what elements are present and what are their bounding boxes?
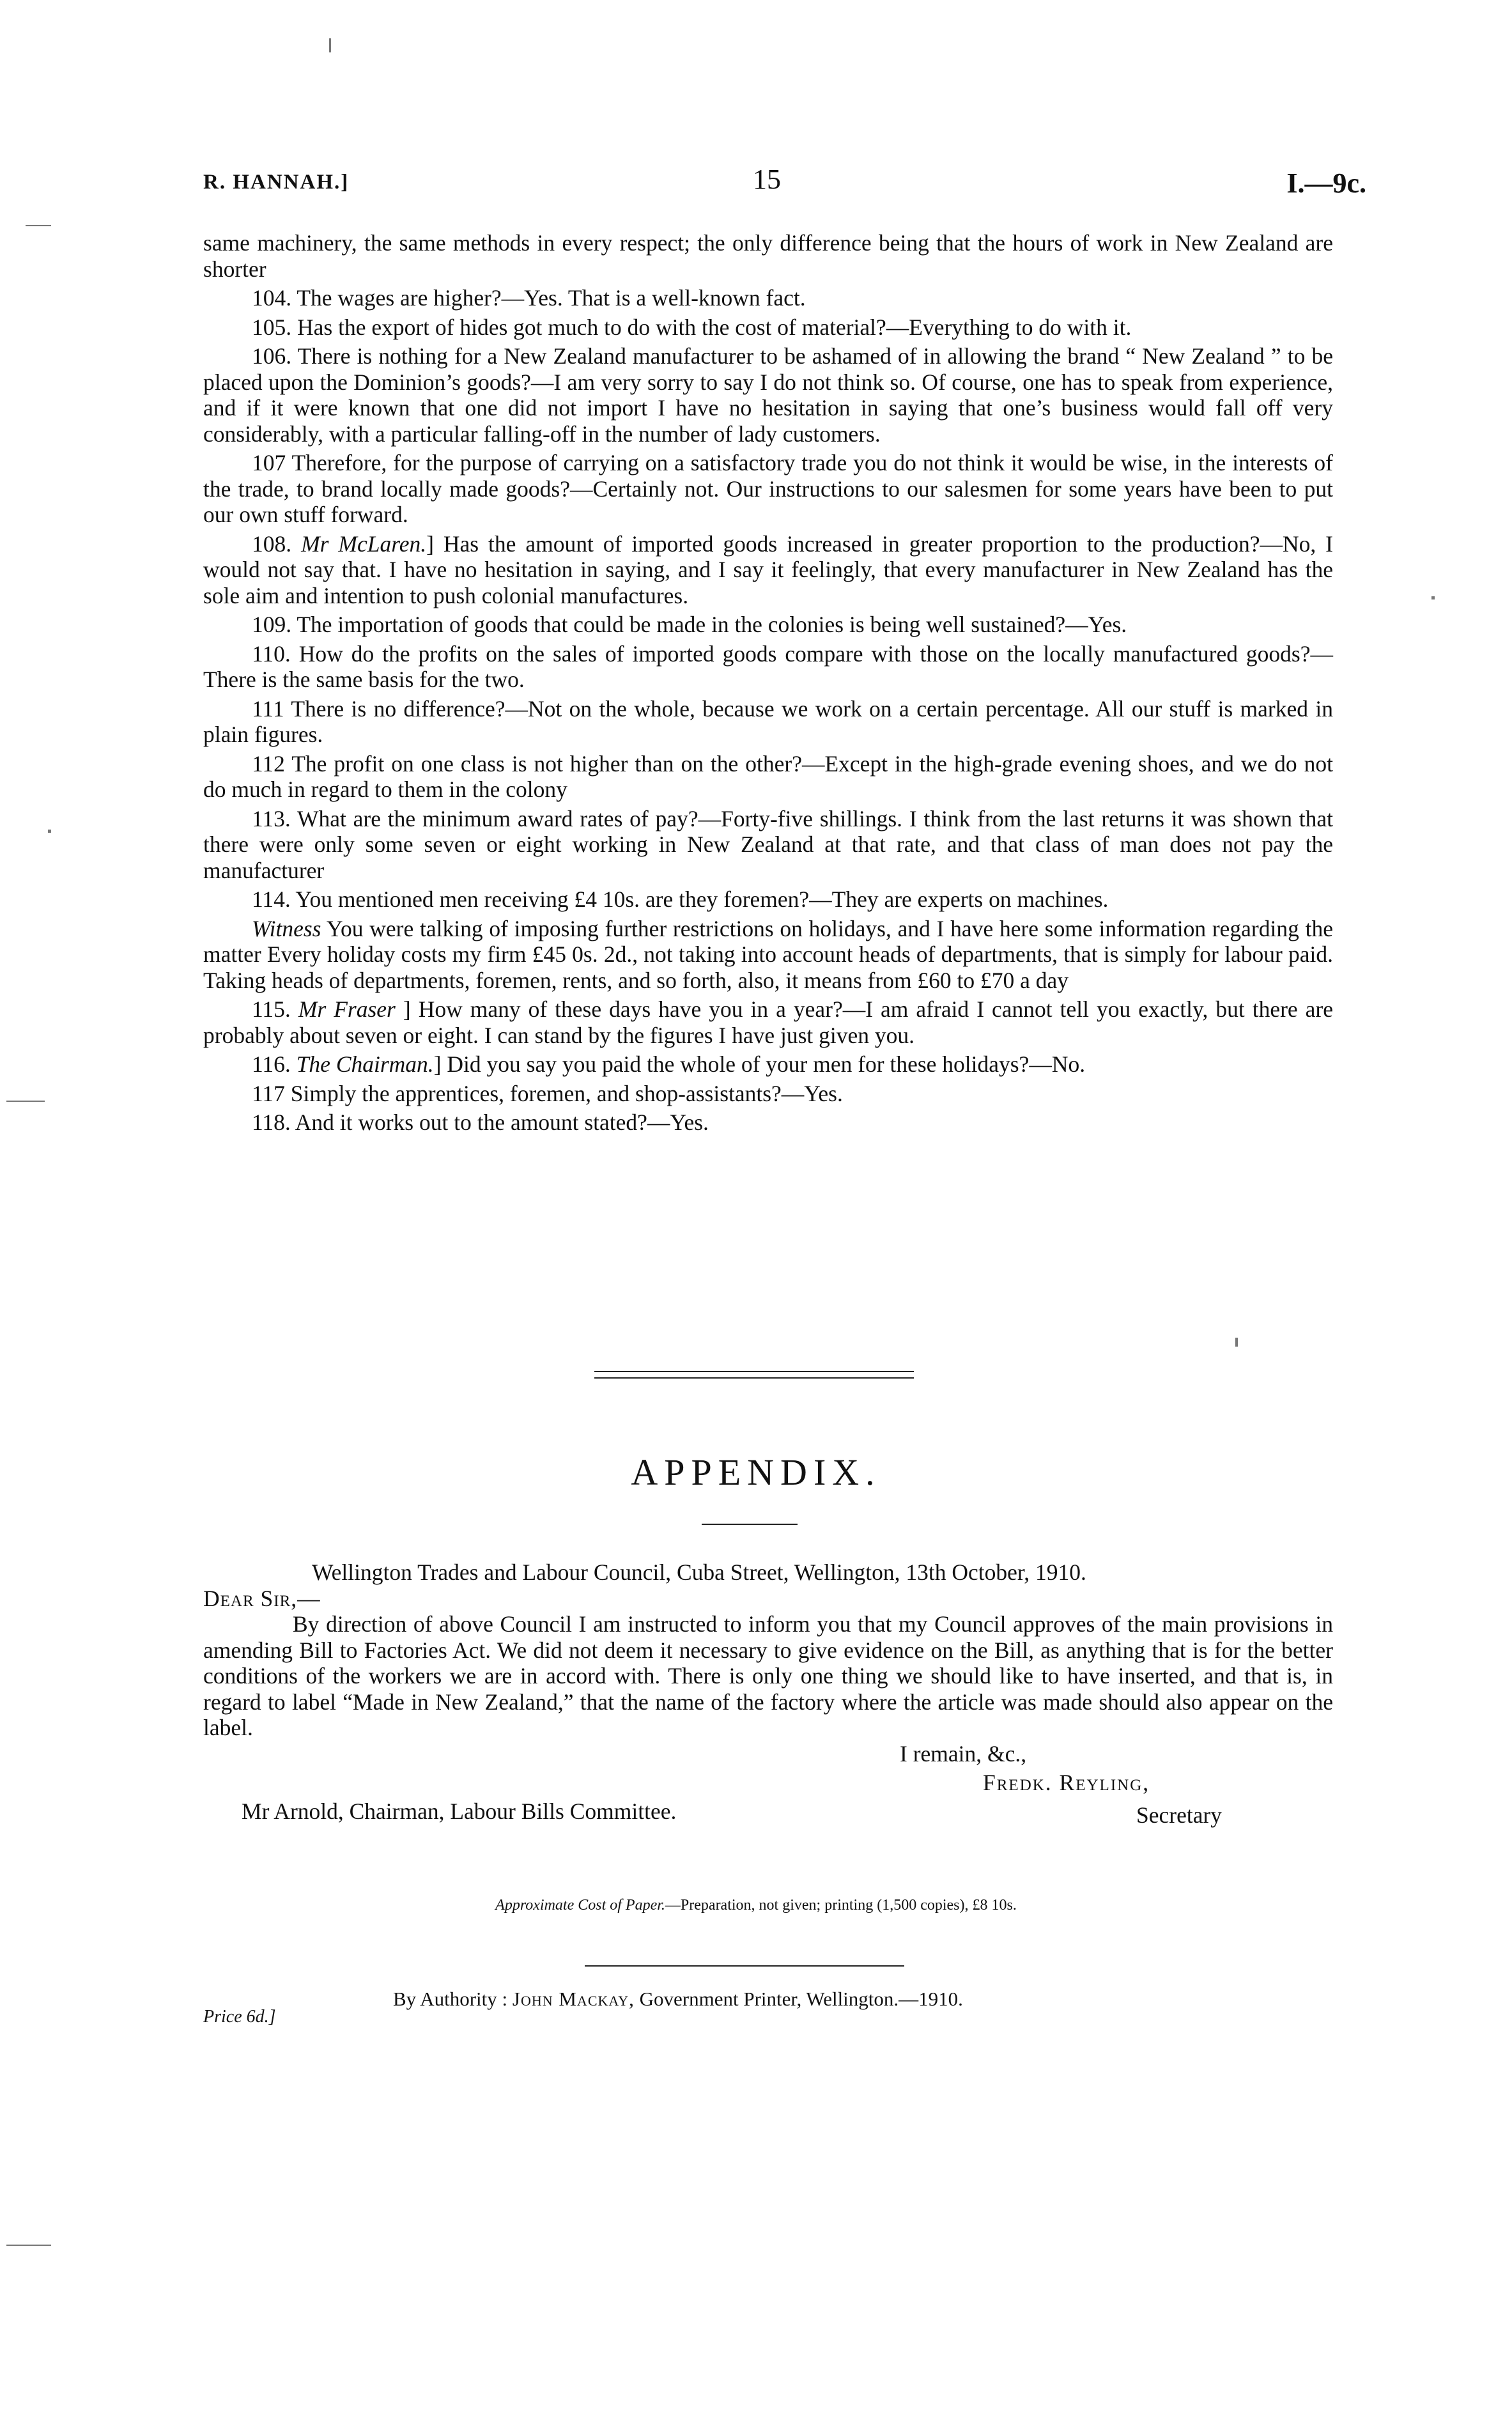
- scan-mark: [6, 2245, 51, 2246]
- speaker-name: Witness: [252, 915, 321, 941]
- witness-name-header: R. HANNAH.]: [203, 171, 350, 194]
- question-text: ] How many of these days have you in a year?—I am afraid I cannot tell you exactly, but there are probably about seven or eight. I can stand by the figures I have just given you.: [203, 996, 1333, 1048]
- cost-text: —Preparation, not given; printing (1,500 copies), £8 10s.: [665, 1897, 1017, 1914]
- scan-mark: [48, 830, 51, 833]
- evidence-paragraph: 107 Therefore, for the purpose of carrying on a satisfactory trade you do not think it would be wise, in the interests of the trade, to brand locally made goods?—Certainly not. Our instructions to our salesmen for some years have been to put our own stuff forward.: [203, 450, 1333, 527]
- evidence-paragraph: 105. Has the export of hides got much to do with the cost of material?—Everything to do with it.: [252, 314, 1132, 340]
- authority-prefix: By Authority :: [393, 1988, 508, 2010]
- evidence-paragraph: [203, 1051, 1333, 1078]
- scan-mark: [6, 1101, 45, 1102]
- price-note: Price 6d.]: [203, 2007, 276, 2027]
- letter-body: By direction of above Council I am instructed to inform you that my Council approves of the main provisions in amending Bill to Factories Act. We did not deem it necessary to give evidence on the Bill, as anything that is for the better conditions of the workers we are in accord with. There is only one thing we should like to have inserted, and that is, in regard to label “Made in New Zealand,” that the name of the factory where the article was made should also appear on the label.: [203, 1611, 1333, 1740]
- evidence-paragraph: 109. The importation of goods that could be made in the colonies is being well sustained?—Yes.: [252, 612, 1127, 637]
- appendix-title: APPENDIX.: [631, 1451, 881, 1493]
- evidence-paragraph: 110. How do the profits on the sales of imported goods compare with those on the locally manufactured goods?—There is the same basis for the two.: [203, 640, 1333, 692]
- evidence-paragraph: 112 The profit on one class is not higher than on the other?—Except in the high-grade evening shoes, and we do not do much in regard to them in the colony: [203, 750, 1333, 802]
- speaker-name: The Chairman.: [296, 1051, 434, 1077]
- evidence-paragraph: 106. There is nothing for a New Zealand manufacturer to be ashamed of in allowing the brand “ New Zealand ” to be placed upon the Dominion’s goods?—I am very sorry to say I do not think so. Of course, one has to speak from experience, and if it were known that one did not import I have no hesitation in saying that one’s business would fall off very considerably, with a particular falling-off in the number of lady customers.: [203, 343, 1333, 447]
- evidence-paragraph: 114. You mentioned men receiving £4 10s. are they foremen?—They are experts on machines.: [252, 886, 1109, 912]
- scan-mark: [329, 38, 331, 52]
- letter-addressee: Mr Arnold, Chairman, Labour Bills Committee.: [242, 1798, 677, 1824]
- evidence-paragraph: [203, 916, 1333, 994]
- question-number: 108.: [252, 530, 292, 557]
- question-text: ] Has the amount of imported goods increased in greater proportion to the production?—No, I would not say that. I have no hesitation in saying, and I say it feelingly, that every manufacturer in New Zealand has the sole aim and intention to push colonial manufactures.: [203, 530, 1334, 608]
- scan-mark: [1235, 1338, 1238, 1347]
- question-number: 116.: [252, 1051, 291, 1077]
- title-underline: [702, 1524, 798, 1525]
- speaker-name: Mr McLaren.: [301, 530, 427, 557]
- letter-signer: Fredk. Reyling,: [983, 1769, 1150, 1795]
- evidence-text: [203, 230, 1333, 1139]
- appendix-letter: [203, 1559, 1333, 1830]
- evidence-paragraph: 104. The wages are higher?—Yes. That is a well-known fact.: [252, 285, 806, 311]
- document-reference: I.—9c.: [1286, 167, 1366, 199]
- page-header: [203, 163, 1366, 208]
- printer-name: John Mackay,: [512, 1988, 635, 2010]
- section-divider: [594, 1371, 914, 1379]
- authority-suffix: Government Printer, Wellington.—1910.: [639, 1988, 963, 2010]
- question-text: ] Did you say you paid the whole of your men for these holidays?—No.: [433, 1051, 1086, 1077]
- question-text: You were talking of imposing further restrictions on holidays, and I have here some information regarding the matter Every holiday costs my firm £45 0s. 2d., not taking into account heads of departments, that is simply for labour paid. Taking heads of departments, foremen, rents, and so forth, also, it means from £60 to £70 a day: [203, 915, 1333, 993]
- page-number: 15: [753, 164, 781, 195]
- scan-mark: [26, 225, 51, 226]
- evidence-paragraph: 118. And it works out to the amount stated?—Yes.: [252, 1110, 709, 1135]
- letter-address: Wellington Trades and Labour Council, Cuba Street, Wellington, 13th October, 1910.: [312, 1559, 1086, 1585]
- evidence-paragraph: [203, 996, 1333, 1048]
- scan-mark: [1431, 596, 1435, 599]
- evidence-paragraph: same machinery, the same methods in every respect; the only difference being that the hours of work in New Zealand are shorter: [203, 230, 1333, 282]
- footer-rule: [585, 1965, 904, 1967]
- signer-title: Secretary: [1136, 1802, 1223, 1828]
- letter-salutation: Dear Sir,—: [203, 1585, 321, 1611]
- evidence-paragraph: 117 Simply the apprentices, foremen, and shop-assistants?—Yes.: [252, 1080, 843, 1106]
- printer-authority: [393, 1988, 963, 2011]
- printing-cost-note: [0, 1897, 1512, 1914]
- evidence-paragraph: [203, 531, 1333, 609]
- evidence-paragraph: 113. What are the minimum award rates of pay?—Forty-five shillings. I think from the last returns it was shown that there were only some seven or eight working in New Zealand at that rate, and that class of man does not pay the manufacturer: [203, 805, 1333, 883]
- cost-label: Approximate Cost of Paper.: [495, 1897, 665, 1914]
- letter-closing: I remain, &c.,: [900, 1740, 1027, 1767]
- question-number: 115.: [252, 996, 291, 1022]
- speaker-name: Mr Fraser: [298, 996, 396, 1022]
- evidence-paragraph: 111 There is no difference?—Not on the whole, because we work on a certain percentage. All our stuff is marked in plain figures.: [203, 695, 1333, 747]
